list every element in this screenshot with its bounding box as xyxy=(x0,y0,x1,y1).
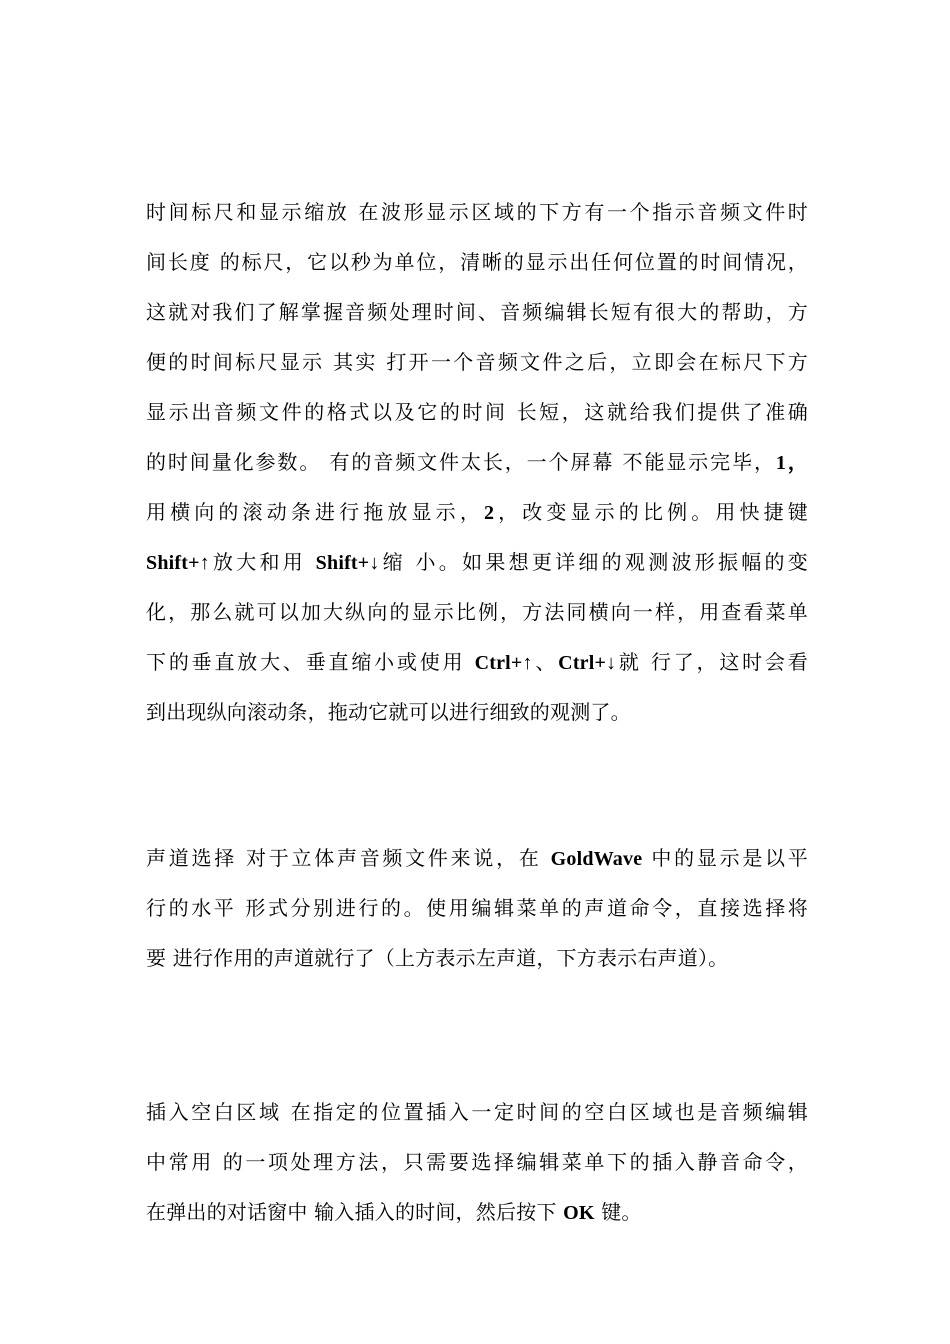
bold-number: 2 xyxy=(483,502,495,524)
text-line: 中常用 的一项处理方法，只需要选择编辑菜单下的插入静音命令， xyxy=(146,1150,808,1174)
text-line: 时间标尺和显示缩放 在波形显示区域的下方有一个指示音频文件时 xyxy=(146,200,808,224)
text-line: 插入空白区域 在指定的位置插入一定时间的空白区域也是音频编辑 xyxy=(146,1100,808,1124)
text-line xyxy=(146,437,808,487)
bold-number: 1， xyxy=(775,452,808,474)
text-segment: 下的垂直放大、垂直缩小或使用 xyxy=(146,650,475,674)
text-line: 行的水平 形式分别进行的。使用编辑菜单的声道命令，直接选择将 xyxy=(146,896,808,920)
paragraph-insert-silence xyxy=(146,1087,808,1237)
text-line xyxy=(146,637,808,687)
text-line: 显示出音频文件的格式以及它的时间 长短，这就给我们提供了准确 xyxy=(146,400,808,424)
paragraph-channel-select xyxy=(146,833,808,983)
text-line xyxy=(146,833,808,883)
text-segment: 键。 xyxy=(594,1200,642,1224)
text-line xyxy=(146,537,808,587)
text-segment: 声道选择 对于立体声音频文件来说，在 xyxy=(146,846,551,870)
text-segment: 在弹出的对话窗中 输入插入的时间，然后按下 xyxy=(146,1200,564,1224)
text-line: 要 进行作用的声道就行了（上方表示左声道，下方表示右声道）。 xyxy=(146,946,729,970)
text-line: 便的时间标尺显示 其实 打开一个音频文件之后，立即会在标尺下方 xyxy=(146,350,808,374)
text-line: 这就对我们了解掌握音频处理时间、音频编辑长短有很大的帮助，方 xyxy=(146,300,808,324)
text-segment: 中的显示是以平 xyxy=(642,846,808,870)
paragraph-time-ruler xyxy=(146,187,808,737)
text-line xyxy=(146,1187,808,1237)
text-segment: 缩 小。如果想更详细的观测波形振幅的变 xyxy=(379,550,808,574)
text-segment: ，改变显示的比例。用快捷键 xyxy=(494,500,808,524)
ok-key-label: OK xyxy=(563,1202,595,1224)
text-segment: 放大和用 xyxy=(209,550,316,574)
text-line: 化，那么就可以加大纵向的显示比例，方法同横向一样，用查看菜单 xyxy=(146,600,808,624)
text-segment: 就 行了，这时会看 xyxy=(616,650,809,674)
text-segment: 的时间量化参数。 有的音频文件太长，一个屏幕 不能显示完毕， xyxy=(146,450,776,474)
shortcut-shift-down: Shift+↓ xyxy=(315,552,380,574)
text-segment: 用横向的滚动条进行拖放显示， xyxy=(146,500,484,524)
shortcut-ctrl-down: Ctrl+↓ xyxy=(558,652,617,674)
text-line: 间长度 的标尺，它以秒为单位，清晰的显示出任何位置的时间情况， xyxy=(146,250,808,274)
text-line xyxy=(146,487,808,537)
text-line: 到出现纵向滚动条，拖动它就可以进行细致的观测了。 xyxy=(146,700,631,724)
text-segment: 、 xyxy=(532,650,559,674)
shortcut-ctrl-up: Ctrl+↑ xyxy=(474,652,533,674)
shortcut-shift-up: Shift+↑ xyxy=(146,552,210,574)
app-name-goldwave: GoldWave xyxy=(550,848,643,870)
